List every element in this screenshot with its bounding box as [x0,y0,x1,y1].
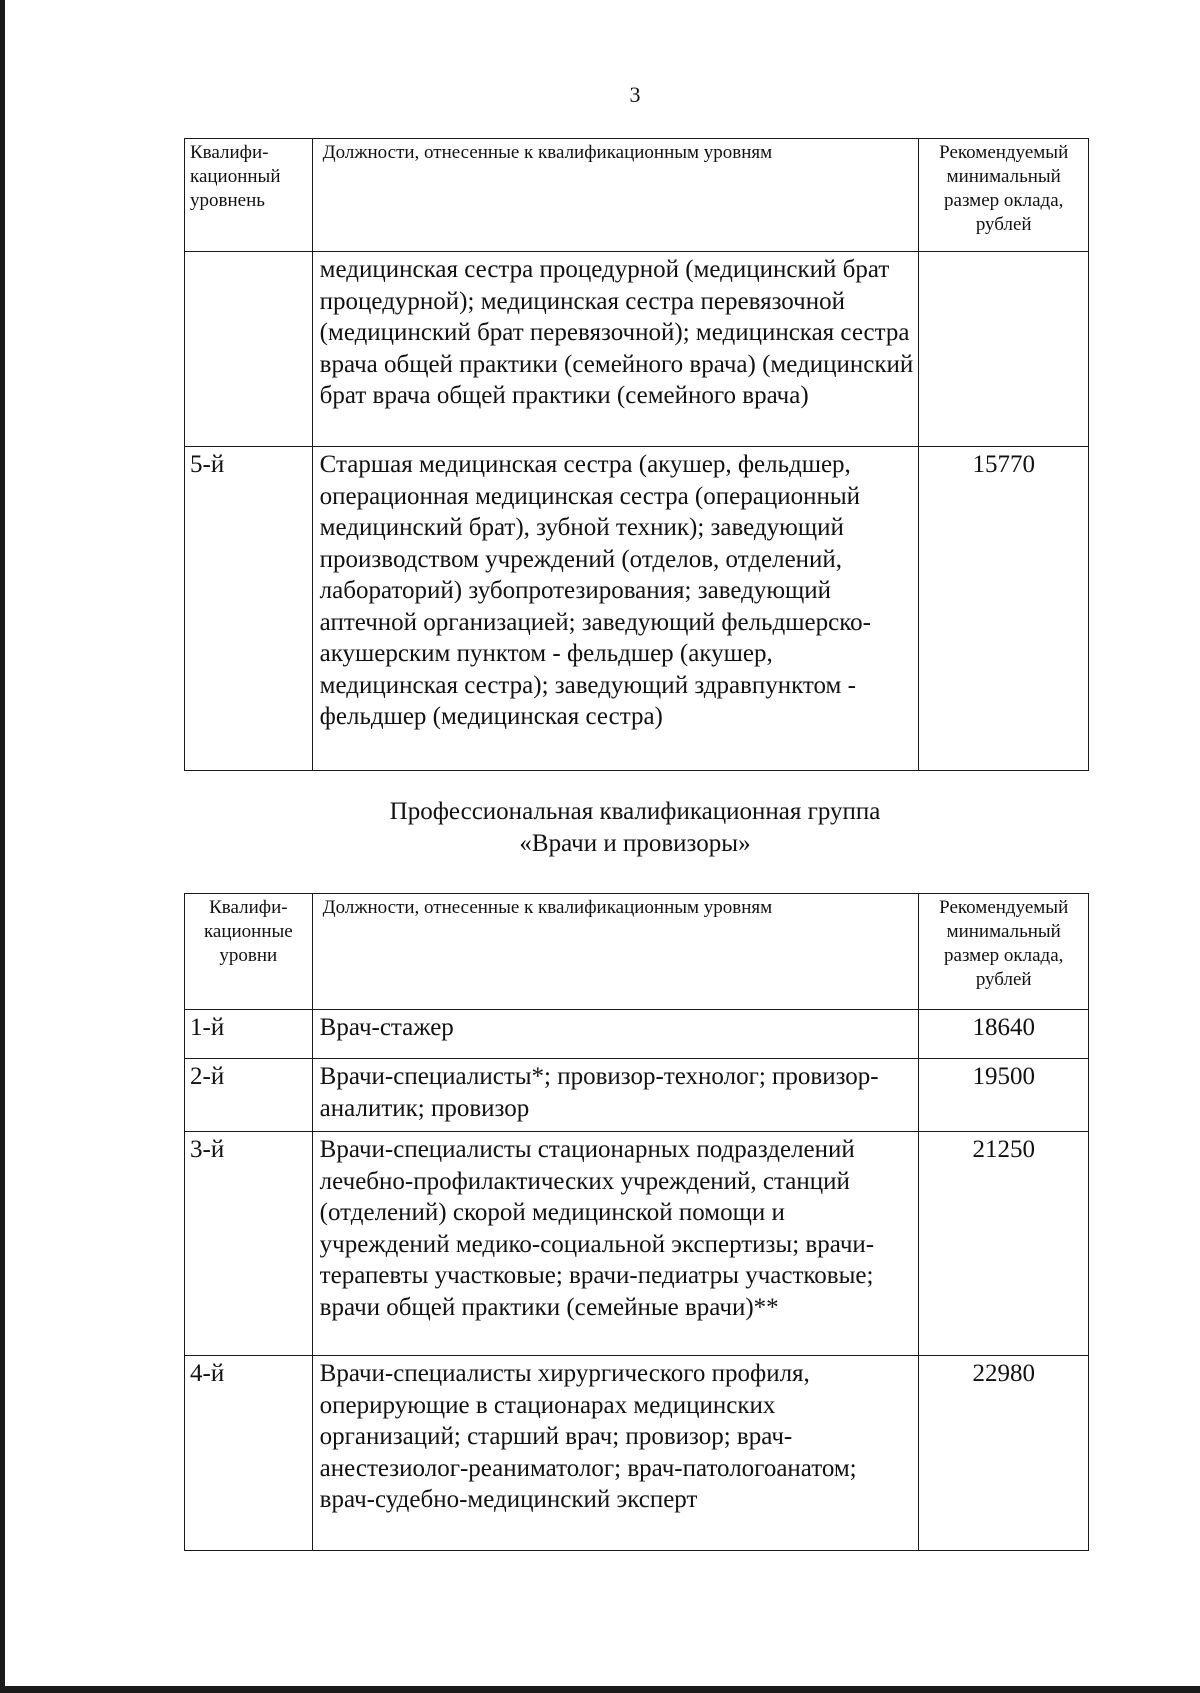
row-positions: Старшая медицинская сестра (акушер, фельдшер, операционная медицинская сестра (операционный медицинский брат), зубной техник); заведующий производством учреждений (отделов, отделений, лабораторий) зубопротезирования; заведующий аптечной организацией; заведующий фельдшерско-акушерским пунктом - фельдшер (акушер, медицинская сестра); заведующий здравпунктом - фельдшер (медицинская сестра) [312,447,919,771]
table-row [185,1059,1089,1132]
qualification-table-nursing [184,138,1089,771]
row-salary: 19500 [919,1059,1089,1132]
header-level: Квалифи-кационный уровнень [185,139,313,252]
header-positions: Должности, отнесенные к квалификационным уровням [312,894,919,1010]
table-row [185,447,1089,771]
row-salary: 15770 [919,447,1089,771]
row-salary: 18640 [919,1010,1089,1059]
table-row [185,252,1089,447]
scan-edge-bottom [0,1686,1200,1693]
row-positions: медицинская сестра процедурной (медицинский брат процедурной); медицинская сестра перевязочной (медицинский брат перевязочной); медицинская сестра врача общей практики (семейного врача) (медицинский брат врача общей практики (семейного врача) [312,252,919,447]
section-title-line1: Профессиональная квалификационная группа [389,798,881,825]
row-level: 3-й [185,1132,313,1356]
section-title [0,796,1200,860]
table-header-row [185,139,1089,252]
row-level: 2-й [185,1059,313,1132]
table-header-row [185,894,1089,1010]
row-positions: Врачи-специалисты стационарных подразделений лечебно-профилактических учреждений, станций (отделений) скорой медицинской помощи и учреждений медико-социальной экспертизы; врачи-терапевты участковые; врачи-педиатры участковые; врачи общей практики (семейные врачи)** [312,1132,919,1356]
row-level: 5-й [185,447,313,771]
page-number: 3 [629,82,641,107]
table-row [185,1132,1089,1356]
row-salary: 21250 [919,1132,1089,1356]
row-positions: Врачи-специалисты*; провизор-технолог; провизор-аналитик; провизор [312,1059,919,1132]
row-level [185,252,313,447]
row-positions: Врачи-специалисты хирургического профиля, оперирующие в стационарах медицинских организаций; старший врач; провизор; врач-анестезиолог-реаниматолог; врач-патологоанатом; врач-судебно-медицинский эксперт [312,1356,919,1551]
row-level: 1-й [185,1010,313,1059]
header-salary: Рекомендуемый минимальный размер оклада, рублей [919,139,1089,252]
section-title-line2: «Врачи и провизоры» [519,830,751,857]
header-level: Квалифи-кационные уровни [185,894,313,1010]
row-salary: 22980 [919,1356,1089,1551]
row-positions: Врач-стажер [312,1010,919,1059]
header-positions: Должности, отнесенные к квалификационным уровням [312,139,919,252]
table-row [185,1356,1089,1551]
header-salary: Рекомендуемый минимальный размер оклада, рублей [919,894,1089,1010]
table-row [185,1010,1089,1059]
row-level: 4-й [185,1356,313,1551]
qualification-table-doctors [184,893,1089,1551]
row-salary [919,252,1089,447]
